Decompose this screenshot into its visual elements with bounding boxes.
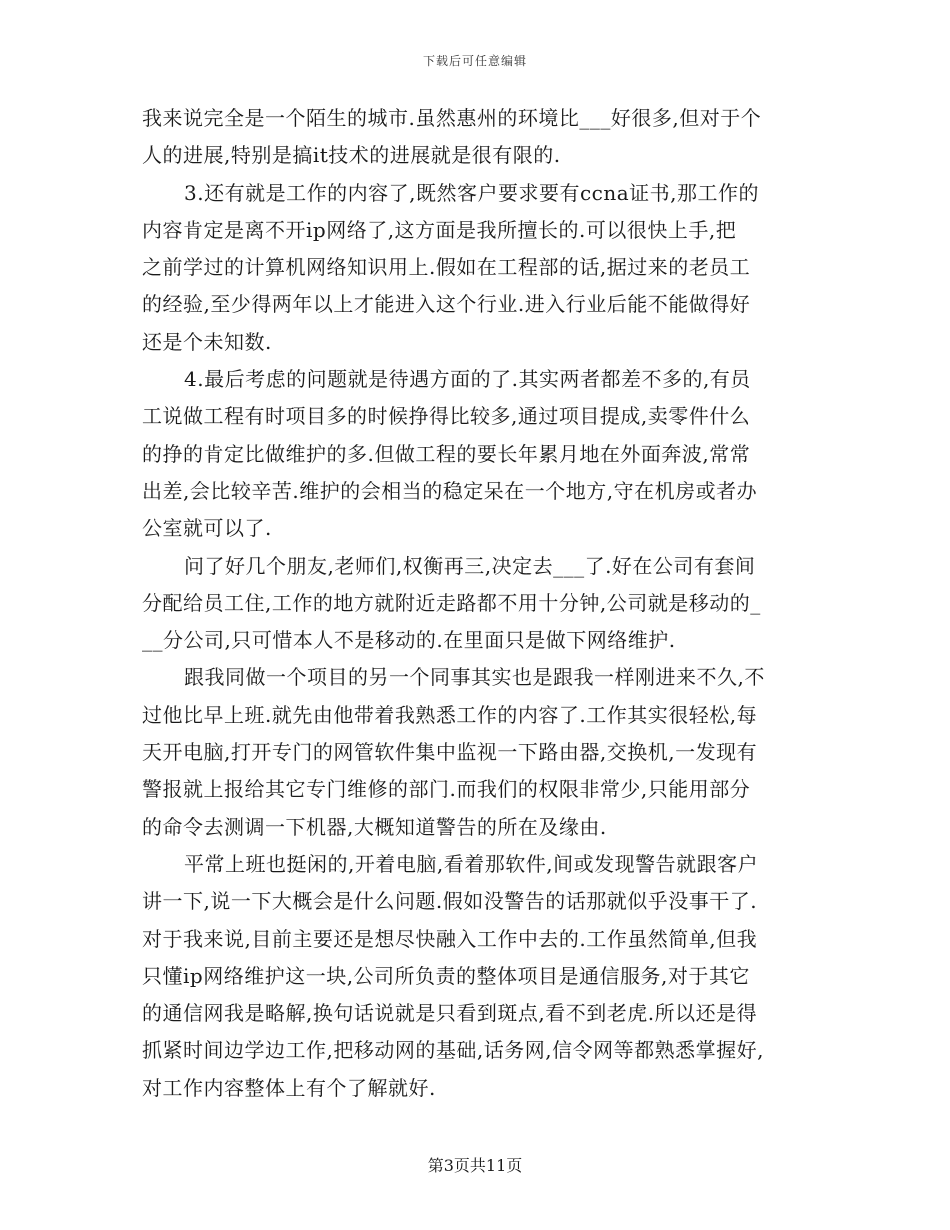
text-line: 分配给员工住,工作的地方就附近走路都不用十分钟,公司就是移动的_: [142, 590, 761, 615]
text-line: 对工作内容整体上有个了解就好.: [142, 1075, 436, 1100]
text-line: 跟我同做一个项目的另一个同事其实也是跟我一样刚进来不久,不: [184, 665, 765, 690]
text-line: 我来说完全是一个陌生的城市.虽然惠州的环境比___好很多,但对于个: [142, 106, 762, 130]
text-line: 的命令去测调一下机器,大概知道警告的所在及缘由.: [142, 814, 607, 839]
text-line: 出差,会比较辛苦.维护的会相当的稳定呆在一个地方,守在机房或者办: [142, 478, 758, 503]
text-line: 讲一下,说一下大概会是什么问题.假如没警告的话那就似乎没事干了.: [142, 889, 758, 914]
text-line: 警报就上报给其它专门维修的部门.而我们的权限非常少,只能用部分: [142, 777, 751, 802]
page-footer: 第3页共11页: [427, 1156, 523, 1175]
text-line: 抓紧时间边学边工作,把移动网的基础,话务网,信令网等都熟悉掌握好,: [142, 1038, 764, 1063]
text-line: 过他比早上班.就先由他带着我熟悉工作的内容了.工作其实很轻松,每: [142, 702, 758, 727]
text-line: 天开电脑,打开专门的网管软件集中监视一下路由器,交换机,一发现有: [142, 740, 758, 765]
text-line: 的通信网我是略解,换句话说就是只看到斑点,看不到老虎.所以还是得: [142, 1001, 758, 1026]
text-line: 内容肯定是离不开ip网络了,这方面是我所擅长的.可以很快上手,把: [142, 217, 737, 242]
text-line: 只懂ip网络维护这一块,公司所负责的整体项目是通信服务,对于其它: [142, 963, 750, 988]
document-body: [142, 100, 810, 1107]
page-header: 下载后可任意编辑: [422, 54, 527, 68]
text-line: 人的进展,特别是搞it技术的进展就是很有限的.: [142, 143, 561, 168]
text-line: 3.还有就是工作的内容了,既然客户要求要有ccna证书,那工作的: [184, 180, 760, 205]
text-line: 工说做工程有时项目多的时候挣得比较多,通过项目提成,卖零件什么: [142, 404, 751, 429]
text-line: __分公司,只可惜本人不是移动的.在里面只是做下网络维护.: [142, 628, 676, 653]
text-line: 之前学过的计算机网络知识用上.假如在工程部的话,据过来的老员工: [142, 255, 751, 280]
text-line: 公室就可以了.: [142, 516, 272, 541]
text-line: 的挣的肯定比做维护的多.但做工程的要长年累月地在外面奔波,常常: [142, 441, 751, 466]
text-line: 问了好几个朋友,老师们,权衡再三,决定去___了.好在公司有套间: [184, 553, 756, 578]
text-line: 的经验,至少得两年以上才能进入这个行业.进入行业后能不能做得好: [142, 292, 751, 317]
text-line: 还是个未知数.: [142, 329, 272, 354]
text-line: 对于我来说,目前主要还是想尽快融入工作中去的.工作虽然简单,但我: [142, 926, 758, 951]
text-line: 平常上班也挺闲的,开着电脑,看着那软件,间或发现警告就跟客户: [184, 851, 759, 876]
text-line: 4.最后考虑的问题就是待遇方面的了.其实两者都差不多的,有员: [184, 367, 751, 392]
